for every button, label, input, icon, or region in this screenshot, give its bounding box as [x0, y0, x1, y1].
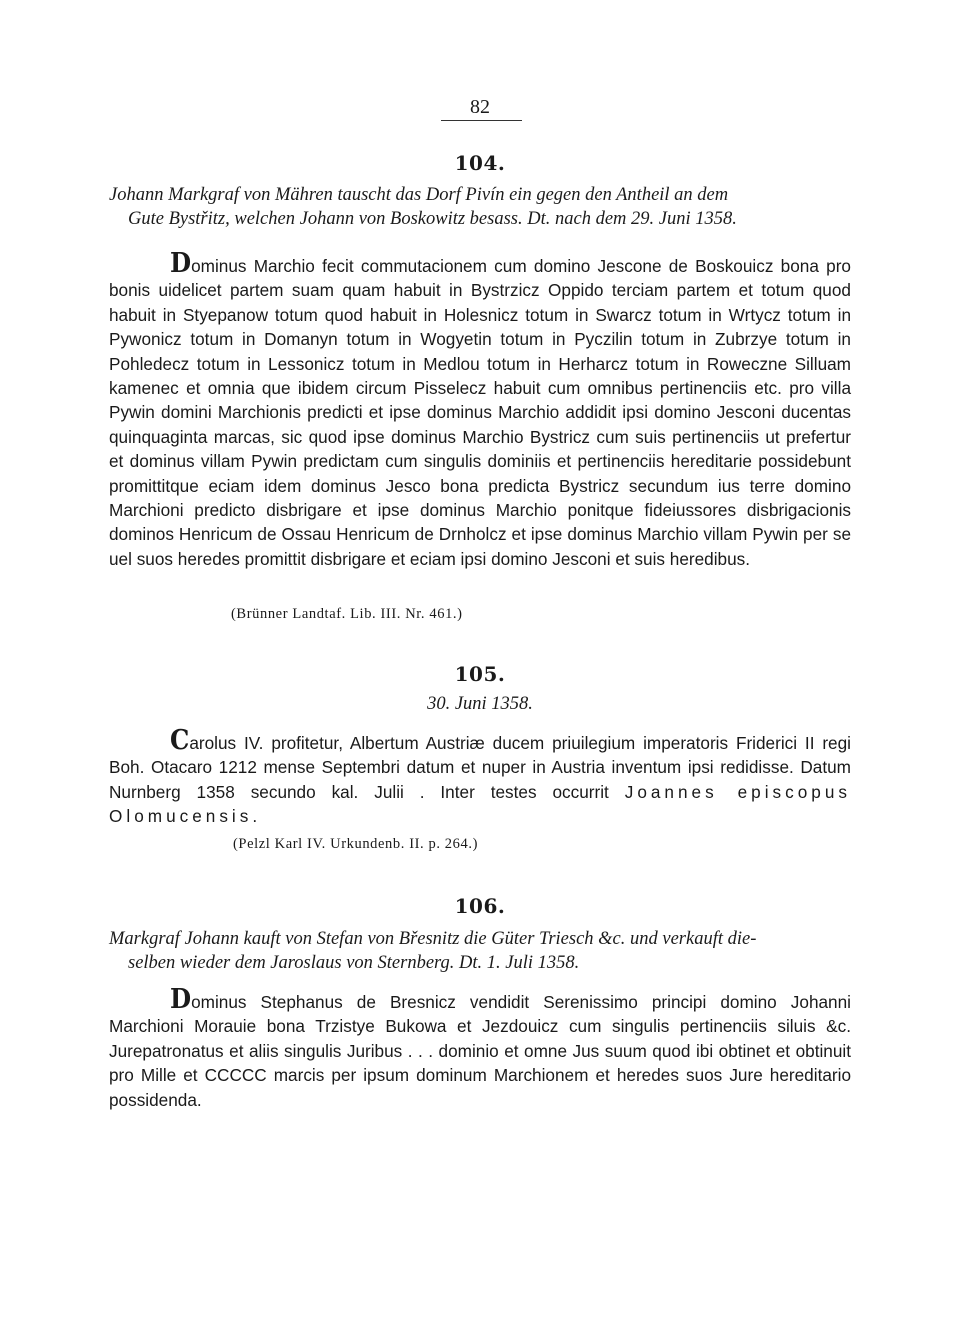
page-number: 82 — [470, 96, 490, 118]
entry-body-text: ominus Stephanus de Bresnicz vendidit Serenissimo principi domino Johanni Marchioni Morauie bona Trzistye Bukowa et Jezdouicz cum singulis pertinenciis siluis &c. Jurepatronatus et aliis singulis Juribus . . . dominio et omne Jus suum quod ibi obtinet et obtinuit pro Mille et CCCCC marcis per ipsum dominum Marchionem et heredes suos Jure hereditario possidenda. — [109, 992, 851, 1110]
entry-heading-line: Gute Bystřitz, welchen Johann von Boskowitz besass. Dt. nach dem 29. Juni 1358. — [128, 209, 737, 229]
entry-heading-106 — [109, 927, 851, 975]
drop-initial: D — [170, 248, 192, 279]
entry-number-105: 105. — [454, 662, 506, 686]
entry-body-spaced-text: Joannes episcopus Olomucensis. — [109, 781, 851, 827]
entry-number-106: 106. — [454, 894, 506, 918]
drop-initial: C — [170, 725, 190, 756]
entry-source-104: (Brünner Landtaf. Lib. III. Nr. 461.) — [231, 606, 463, 622]
drop-initial: D — [170, 984, 192, 1015]
entry-heading-line: selben wieder dem Jaroslaus von Sternberg. Dt. 1. Juli 1358. — [128, 953, 580, 973]
entry-heading-line: Markgraf Johann kauft von Stefan von Břesnitz die Güter Triesch &c. und verkauft die- — [109, 929, 757, 949]
entry-body-104 — [109, 248, 851, 571]
entry-heading-line: Johann Markgraf von Mähren tauscht das Dorf Pivín ein gegen den Antheil an dem — [109, 185, 729, 205]
entry-body-text: ominus Marchio fecit commutacionem cum domino Jescone de Boskouicz bona pro bonis uidelicet partem suam quam habuit in Bystrzicz Oppido terciam partem et totum quod habuit in Styepanow totum quod habuit in Holesnicz totum in Swarcz totum in Wrtycz totum in Pywonicz totum in Domanyn totum in Wogyetin totum in Pyczilin totum in Zubrzye totum in Pohledecz totum in Lessonicz totum in Medlou totum in Herharcz totum in Roweczne Silluam kamenec et omnia que ibidem circum Pisselecz habuit cum omnibus pertinenciis etc. pro villa Pywin domini Marchionis predicti et ipse dominus Marchio addidit ipsi domino Jesconi ducentas quinquaginta marcas, sic quod ipse dominus Marchio Bystricz cum suis pertinenciis ut prefertur et dominus villam Pywin predictam cum singulis dominiis et pertinenciis hereditarie possidebunt promittitque eciam idem dominus Jesco bona predicta Bystricz secundum ius terre domino Marchioni predicto disbrigare et ipse dominus Marchio ponitque fideiussores disbrigacionis dominos Henricum de Ossau Henricum de Drnholcz et ipse dominus Marchio villam Pywin per se uel suos heredes promittit disbrigare et eciam ipsi domino Jesconi et suis heredibus. — [109, 256, 851, 569]
entry-heading-104 — [109, 183, 851, 231]
entry-dateline-105: 30. Juni 1358. — [427, 694, 533, 714]
entry-source-105: (Pelzl Karl IV. Urkundenb. II. p. 264.) — [233, 836, 479, 852]
page-number-rule — [441, 120, 522, 121]
entry-number-104: 104. — [454, 151, 506, 175]
entry-body-105 — [109, 725, 851, 829]
entry-body-text: arolus IV. profitetur, Albertum Austriæ ducem priuilegium imperatoris Friderici II regi Boh. Otacaro 1212 mense Septembri datum et nuper in Austria inventum ipsi redidisse. Datum Nurnberg 1358 secundo kal. Julii . Inter testes occurrit — [109, 733, 851, 802]
entry-body-106 — [109, 984, 851, 1112]
